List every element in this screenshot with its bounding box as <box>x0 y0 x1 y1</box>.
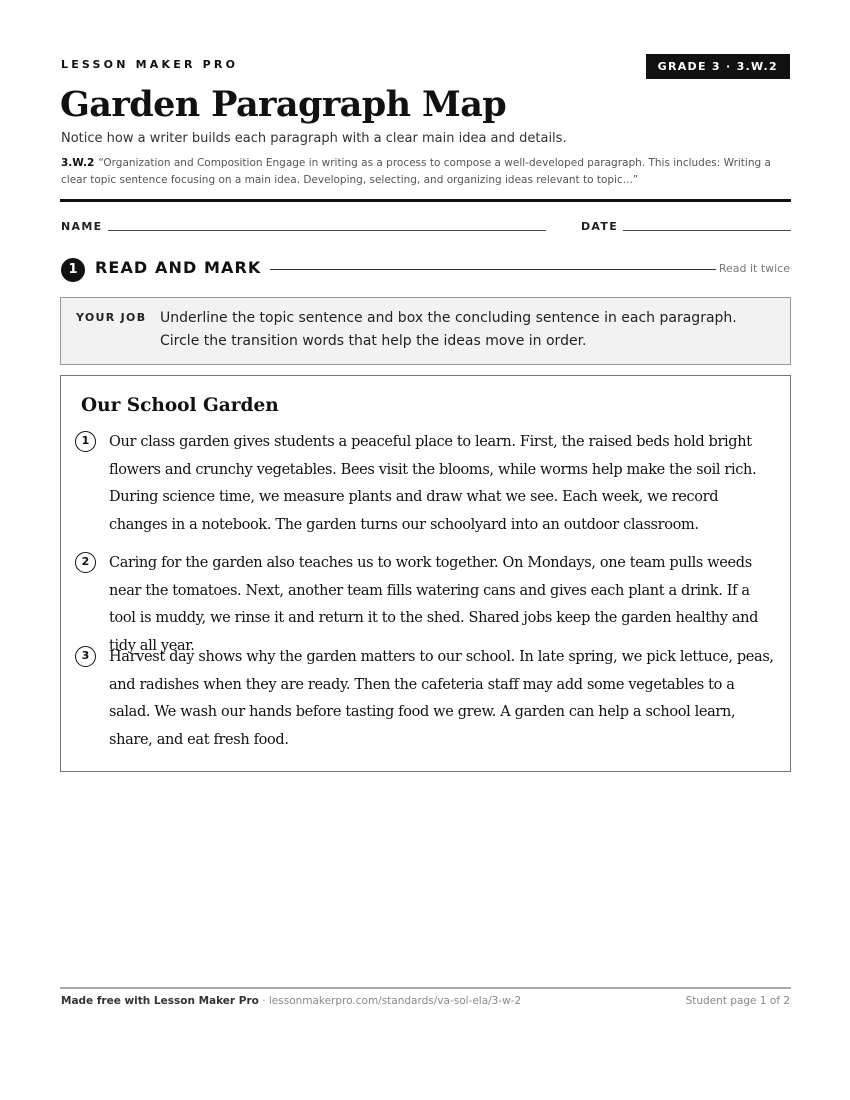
footer-separator: · <box>258 995 269 1007</box>
footer-url[interactable]: lessonmakerpro.com/standards/va-sol-ela/3-w-2 <box>268 995 522 1007</box>
your-job-box <box>60 297 791 365</box>
section-rule <box>270 269 716 270</box>
section-number-badge: 1 <box>61 258 85 282</box>
name-field-line[interactable] <box>108 230 546 231</box>
footer-credit <box>61 995 521 1007</box>
reading-passage <box>60 375 791 772</box>
page-title: Garden Paragraph Map <box>60 84 507 125</box>
name-label: NAME <box>61 220 103 233</box>
your-job-label: YOUR JOB <box>76 311 147 324</box>
footer-page-number: Student page 1 of 2 <box>685 995 790 1007</box>
standard-code: 3.W.2 <box>61 157 95 169</box>
your-job-instructions: Underline the topic sentence and box the concluding sentence in each paragraph. Circle the transition words that help the ideas move in order. <box>160 310 737 349</box>
section-title: READ AND MARK <box>95 258 262 277</box>
paragraph-number: 2 <box>75 552 96 573</box>
header-divider <box>60 199 791 202</box>
passage-title: Our School Garden <box>81 395 279 416</box>
standard-description <box>61 155 791 189</box>
date-field-line[interactable] <box>623 230 791 231</box>
grade-badge: GRADE 3 · 3.W.2 <box>646 54 790 79</box>
section-hint: Read it twice <box>718 262 790 275</box>
paragraph-number: 3 <box>75 646 96 667</box>
standard-text: “Organization and Composition Engage in writing as a process to compose a well-developed paragraph. This includes: Writing a clear topic sentence focusing on a main idea. Developing, selecting, and organizing ideas relevant to topic...” <box>61 157 771 186</box>
date-label: DATE <box>581 220 619 233</box>
paragraph-text[interactable]: Our class garden gives students a peaceful place to learn. First, the raised beds hold bright flowers and crunchy vegetables. Bees visit the blooms, while worms help make the soil rich. During science time, we measure plants and draw what we see. Each week, we record changes in a notebook. The garden turns our schoolyard into an outdoor classroom. <box>109 434 757 533</box>
paragraph-text[interactable]: Caring for the garden also teaches us to work together. On Mondays, one team pulls weeds near the tomatoes. Next, another team fills watering cans and gives each plant a drink. If a tool is muddy, we rinse it and return it to the shed. Shared jobs keep the garden healthy and tidy all year. <box>109 555 759 654</box>
page-subtitle: Notice how a writer builds each paragraph with a clear main idea and details. <box>61 131 567 146</box>
brand-name: LESSON MAKER PRO <box>61 58 239 71</box>
paragraph-number: 1 <box>75 431 96 452</box>
footer-made-with: Made free with Lesson Maker Pro <box>61 995 259 1007</box>
paragraph-text[interactable]: Harvest day shows why the garden matters to our school. In late spring, we pick lettuce, peas, and radishes when they are ready. Then the cafeteria staff may add some vegetables to a salad. We wash our hands before tasting food we grew. A garden can help a school learn, share, and eat fresh food. <box>109 649 774 748</box>
footer-divider <box>60 987 791 989</box>
